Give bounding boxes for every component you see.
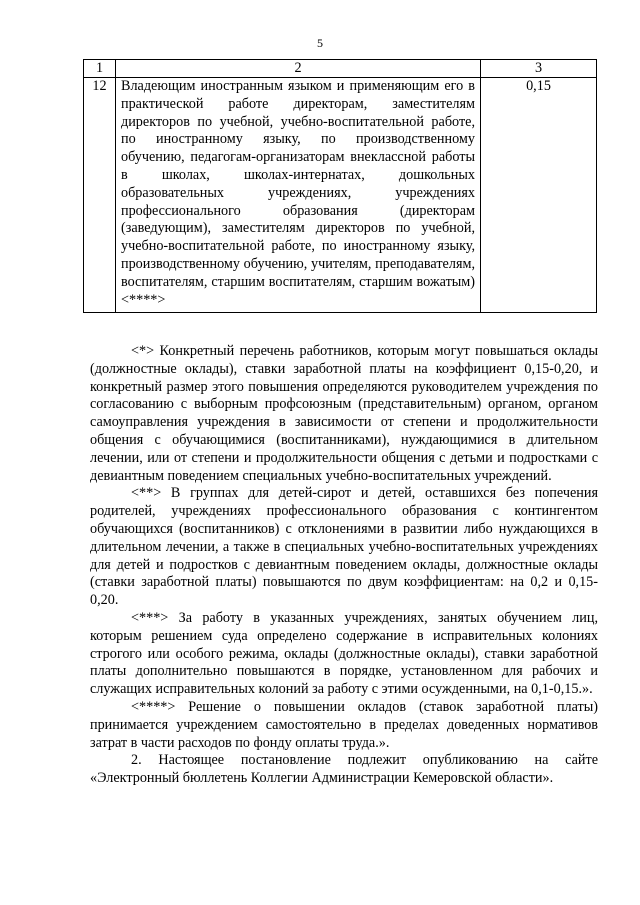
row-coefficient-cell: 0,15 [481, 78, 597, 313]
row-number-cell: 12 [84, 78, 116, 313]
column-header-3: 3 [481, 60, 597, 78]
table-header-row [84, 60, 597, 78]
page-number: 5 [317, 36, 323, 50]
footnote-4: <****> Решение о повышении окладов (ставок заработной платы) принимается учреждением самостоятельно в пределах доведенных нормативов затрат в части расходов по фонду оплаты труда.». [90, 698, 598, 751]
coefficients-table [83, 59, 597, 313]
footnote-2: <**> В группах для детей-сирот и детей, оставшихся без попечения родителей, учреждениях профессионального образования с контингентом обучающихся (воспитанников) с отклонениями в развитии либо нуждающихся в длительном лечении, а также в специальных учебно-воспитательных учреждениях для детей и подростков с девиантным поведением оклады, должностные оклады (ставки заработной платы) повышаются по двум коэффициентам: на 0,2 и 0,15-0,20. [90, 485, 598, 609]
footnote-3: <***> За работу в указанных учреждениях, занятых обучением лиц, которым решением суда определено содержание в исправительных колониях строгого или особого режима, оклады (должностные оклады), ставки заработной платы дополнительно повышаются в порядке, установленном для рабочих и служащих исправительных колоний за работу с этими осужденными, на 0,1-0,15.». [90, 609, 598, 698]
publication-clause: 2. Настоящее постановление подлежит опубликованию на сайте «Электронный бюллетень Коллегии Администрации Кемеровской области». [90, 752, 598, 787]
row-description-cell [116, 78, 481, 313]
table-row [84, 78, 597, 313]
notes-section [90, 343, 598, 788]
column-header-1: 1 [84, 60, 116, 78]
column-header-2: 2 [116, 60, 481, 78]
row-description-text: Владеющим иностранным языком и применяющим его в практической работе директорам, заместителям директоров по учебной, учебно-воспитательной работе, по иностранному языку, по производственному обучению, педагогам-организаторам внеклассной работы в школах, школах-интернатах, дошкольных образовательных учреждениях, учреждениях профессионального образования (директорам (заведующим), заместителям директоров по учебной, учебно-воспитательной работе, по иностранному языку, производственному обучению, учителям, преподавателям, воспитателям, старшим воспитателям, старшим вожатым) <****> [121, 78, 475, 308]
footnote-1: <*> Конкретный перечень работников, которым могут повышаться оклады (должностные оклады), ставки заработной платы на коэффициент 0,15-0,20, и конкретный размер этого повышения определяются руководителем учреждения по согласованию с выборным профсоюзным (представительным) органом, органом самоуправления учреждения в зависимости от степени и продолжительности общения с обучающимися (воспитанниками), нуждающимися в длительном лечении, или от степени и продолжительности общения с детьми и подростками с девиантным поведением специальных учебно-воспитательных учреждений. [90, 343, 598, 484]
